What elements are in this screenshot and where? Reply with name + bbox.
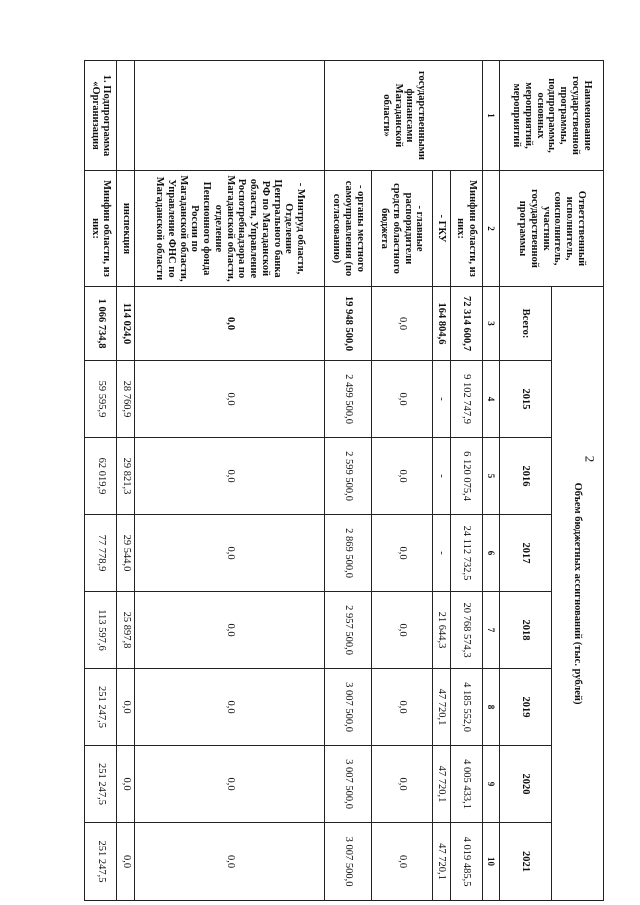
total-cell: 114 024,0 (117, 287, 135, 361)
header-total: Всего: (500, 287, 552, 361)
value-cell: 25 897,8 (117, 592, 135, 669)
subprogram-name: 1. Подпрограмма «Организация (85, 61, 117, 171)
value-cell: 2 499 500,0 (325, 361, 372, 438)
value-cell: 4 005 433,1 (450, 746, 482, 823)
value-cell: 0,0 (371, 592, 432, 669)
value-cell: 3 007 500,0 (325, 823, 372, 901)
value-cell: 20 768 574,3 (450, 592, 482, 669)
blank-cell (135, 61, 325, 171)
header-year: 2019 (500, 669, 552, 746)
value-cell: 251 247,5 (85, 746, 117, 823)
value-cell: 0,0 (371, 361, 432, 438)
total-cell: 0,0 (371, 287, 432, 361)
value-cell: 0,0 (135, 669, 325, 746)
col-number: 5 (483, 438, 500, 515)
value-cell: 59 595,9 (85, 361, 117, 438)
value-cell: 47 720,1 (432, 669, 450, 746)
table-row (85, 61, 117, 901)
value-cell: 29 821,3 (117, 438, 135, 515)
value-cell: 0,0 (135, 515, 325, 592)
header-year: 2018 (500, 592, 552, 669)
responsible-cell: - главные распорядители средств областного бюджета (371, 171, 432, 287)
header-year: 2017 (500, 515, 552, 592)
value-cell: 6 120 075,4 (450, 438, 482, 515)
value-cell: - (432, 515, 450, 592)
col-number: 10 (483, 823, 500, 901)
value-cell: 0,0 (371, 746, 432, 823)
value-cell: 47 720,1 (432, 746, 450, 823)
value-cell: 0,0 (117, 823, 135, 901)
col-number: 4 (483, 361, 500, 438)
total-cell: 19 948 500,0 (325, 287, 372, 361)
value-cell: 0,0 (371, 438, 432, 515)
total-cell: 1 066 734,8 (85, 287, 117, 361)
value-cell: 2 957 500,0 (325, 592, 372, 669)
table-row (450, 61, 482, 901)
value-cell: 21 644,3 (432, 592, 450, 669)
col-number: 9 (483, 746, 500, 823)
value-cell: 9 102 747,9 (450, 361, 482, 438)
table-row (325, 61, 372, 901)
value-cell: 24 112 732,5 (450, 515, 482, 592)
value-cell: 3 007 500,0 (325, 669, 372, 746)
responsible-cell: - Минтруд области, Отделение Центрального банка РФ по Магаданской области, Управление Роспотребнадзора по Магаданской области, отделение Пенсионного фонда России по Магаданской области, Управление ФНС по Магаданской области (135, 171, 325, 287)
budget-table (84, 60, 604, 901)
col-number: 3 (483, 287, 500, 361)
col-number: 8 (483, 669, 500, 746)
responsible-cell: - ГКУ (432, 171, 450, 287)
total-cell: 164 804,6 (432, 287, 450, 361)
total-cell: 72 314 600,7 (450, 287, 482, 361)
table-row (117, 61, 135, 901)
column-numbers-row (483, 61, 500, 901)
table-row (371, 61, 432, 901)
value-cell: 0,0 (371, 669, 432, 746)
value-cell: 0,0 (117, 669, 135, 746)
responsible-cell: инспекция (117, 171, 135, 287)
responsible-cell: Минфин области, из них: (450, 171, 482, 287)
header-name: Наименование государственной программы, подпрограммы, основных мероприятий, мероприятий (500, 61, 604, 171)
value-cell: 251 247,5 (85, 669, 117, 746)
value-cell: 0,0 (135, 592, 325, 669)
value-cell: 62 019,9 (85, 438, 117, 515)
value-cell: 4 019 485,5 (450, 823, 482, 901)
responsible-cell: Минфин области, из них: (85, 171, 117, 287)
header-year: 2020 (500, 746, 552, 823)
header-responsible: Ответственный исполнитель, соисполнитель, участник государственной программы (500, 171, 604, 287)
value-cell: 0,0 (135, 438, 325, 515)
value-cell: - (432, 438, 450, 515)
value-cell: 77 778,9 (85, 515, 117, 592)
table-row (432, 61, 450, 901)
header-year: 2021 (500, 823, 552, 901)
col-number: 1 (483, 61, 500, 171)
header-year: 2015 (500, 361, 552, 438)
header-budget-title: Объем бюджетных ассигнований (тыс. рублей) (552, 287, 604, 901)
value-cell: 0,0 (117, 746, 135, 823)
value-cell: 0,0 (135, 746, 325, 823)
value-cell: 0,0 (371, 515, 432, 592)
value-cell: 0,0 (135, 361, 325, 438)
value-cell: 28 760,9 (117, 361, 135, 438)
responsible-cell: - органы местного самоуправления (по согласованию) (325, 171, 372, 287)
value-cell: 4 185 552,0 (450, 669, 482, 746)
value-cell: 47 720,1 (432, 823, 450, 901)
header-year: 2016 (500, 438, 552, 515)
page-number: 2 (582, 455, 598, 463)
blank-cell (117, 61, 135, 171)
value-cell: 2 869 500,0 (325, 515, 372, 592)
value-cell: 2 599 500,0 (325, 438, 372, 515)
col-number: 6 (483, 515, 500, 592)
value-cell: - (432, 361, 450, 438)
total-cell: 0,0 (135, 287, 325, 361)
value-cell: 113 597,6 (85, 592, 117, 669)
header-row-1 (552, 61, 604, 901)
value-cell: 3 007 500,0 (325, 746, 372, 823)
program-name: государственными финансами Магаданской области» (325, 61, 483, 171)
value-cell: 29 544,0 (117, 515, 135, 592)
value-cell: 0,0 (371, 823, 432, 901)
col-number: 7 (483, 592, 500, 669)
value-cell: 251 247,5 (85, 823, 117, 901)
value-cell: 0,0 (135, 823, 325, 901)
budget-table-rotated (84, 60, 604, 900)
col-number: 2 (483, 171, 500, 287)
